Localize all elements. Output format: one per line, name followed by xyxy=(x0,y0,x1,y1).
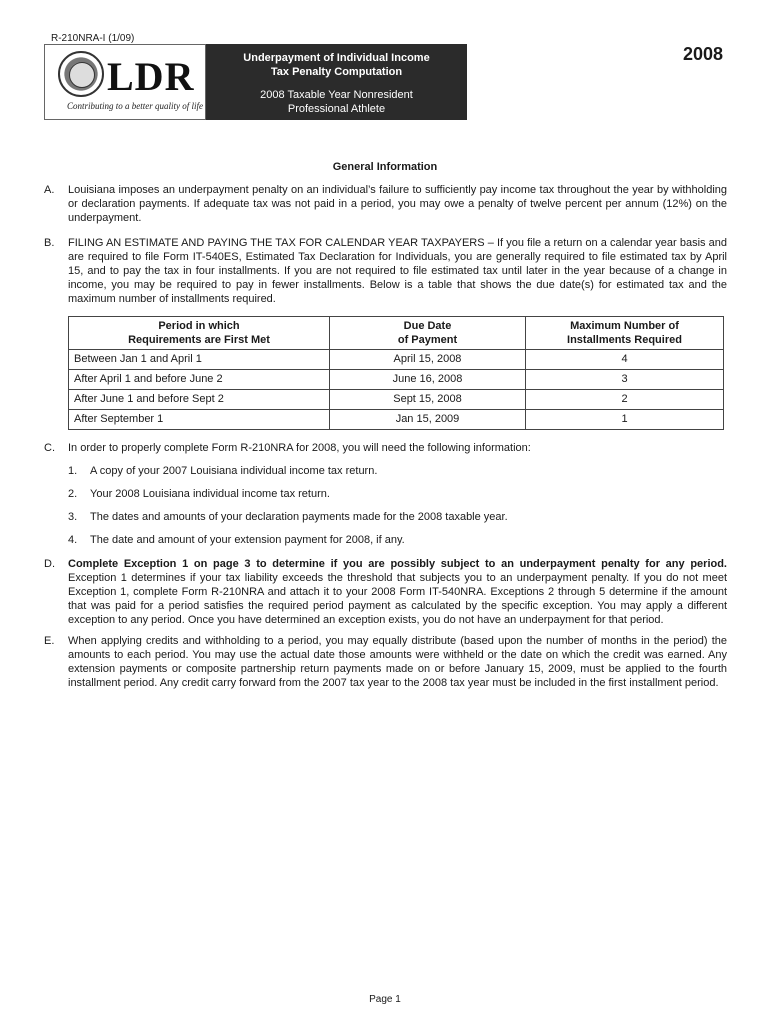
section-c-letter: C. xyxy=(44,442,55,454)
logo-tagline: Contributing to a better quality of life xyxy=(67,101,203,111)
form-subtitle-line1: 2008 Taxable Year Nonresident xyxy=(260,89,413,101)
period-cell: After June 1 and before Sept 2 xyxy=(69,390,330,410)
section-d-body-text: Exception 1 determines if your tax liability exceeds the threshold that subjects you to an underpayment penalty. If you do not meet Exception 1, complete Form R-210NRA and attach it to your 2008 Form IT-540NRA. Exceptions 2 through 5 determine if the amount that was paid for a period satisfies the required period payment as calculated by the specific exception. You may apply a different exception to any period. Once you have determined an exception exists, you do not have an underpayment for that period. xyxy=(68,572,727,626)
table-header-row xyxy=(69,317,724,350)
installment-table xyxy=(68,316,724,430)
col-header-period: Period in which Requirements are First Met xyxy=(69,317,330,350)
period-cell: After April 1 and before June 2 xyxy=(69,370,330,390)
col-header-installments: Maximum Number of Installments Required xyxy=(526,317,724,350)
table-row xyxy=(69,410,724,430)
due-date-cell: June 16, 2008 xyxy=(330,370,526,390)
form-id: R-210NRA-I (1/09) xyxy=(51,33,135,44)
section-d-bold-text: Complete Exception 1 on page 3 to determine if you are possibly subject to an underpayment penalty for any period. xyxy=(68,558,727,570)
installments-cell: 1 xyxy=(526,410,724,430)
list-item: 2. Your 2008 Louisiana individual income tax return. xyxy=(68,488,330,500)
installments-cell: 3 xyxy=(526,370,724,390)
section-e-letter: E. xyxy=(44,635,55,647)
installments-cell: 4 xyxy=(526,350,724,370)
form-title-line2: Tax Penalty Computation xyxy=(270,66,403,78)
state-seal-icon xyxy=(58,51,104,97)
list-item: 1. A copy of your 2007 Louisiana individual income tax return. xyxy=(68,465,378,477)
section-c-text: In order to properly complete Form R-210NRA for 2008, you will need the following information: xyxy=(68,442,531,454)
due-date-cell: Sept 15, 2008 xyxy=(330,390,526,410)
section-d-letter: D. xyxy=(44,558,55,570)
tax-year: 2008 xyxy=(683,44,724,64)
form-subtitle-line2: Professional Athlete xyxy=(287,103,386,115)
section-a-text: Louisiana imposes an underpayment penalty on an individual’s failure to sufficiently pay income tax throughout the year by withholding or declaration payments. If adequate tax was not paid in a period, you may owe a penalty of twelve percent per annum (12%) on the underpayment. xyxy=(68,184,727,224)
table-row xyxy=(69,370,724,390)
page-number: Page 1 xyxy=(369,994,401,1005)
list-item: 3. The dates and amounts of your declaration payments made for the 2008 taxable year. xyxy=(68,511,508,523)
logo-letters: LDR xyxy=(107,54,195,99)
ldr-logo xyxy=(44,44,206,120)
section-d-text xyxy=(68,557,727,627)
section-b-text: FILING AN ESTIMATE AND PAYING THE TAX FOR CALENDAR YEAR TAXPAYERS – If you file a return on a calendar year basis and are required to file Form IT-540ES, Estimated Tax Declaration for Individuals, you are generally required to file estimated tax by April 15, and to pay the tax in four installments. If you are not required to file estimated tax until later in the year because of a change in income, you may be required to pay in fewer installments. Below is a table that shows the due date(s) for estimated tax and the maximum number of installments required. xyxy=(68,237,727,305)
installments-cell: 2 xyxy=(526,390,724,410)
period-cell: Between Jan 1 and April 1 xyxy=(69,350,330,370)
due-date-cell: April 15, 2008 xyxy=(330,350,526,370)
form-title-line1: Underpayment of Individual Income xyxy=(243,52,430,64)
section-heading: General Information xyxy=(332,161,438,173)
section-a-letter: A. xyxy=(44,184,55,196)
table-row xyxy=(69,350,724,370)
period-cell: After September 1 xyxy=(69,410,330,430)
list-item: 4. The date and amount of your extension payment for 2008, if any. xyxy=(68,534,405,546)
col-header-due-date: Due Date of Payment xyxy=(330,317,526,350)
due-date-cell: Jan 15, 2009 xyxy=(330,410,526,430)
section-e-text: When applying credits and withholding to a period, you may equally distribute (based upon the number of months in the period) the amounts to each period. You may use the actual date those amounts were withheld or the date on which the credit was earned. Any extension payments or composite partnership return payments made on or before January 15, 2009, must be applied to the fourth installment period. Any credit carry forward from the 2007 tax year to the 2008 tax year must be included in the first installment period. xyxy=(68,635,727,689)
form-title-box xyxy=(206,44,467,120)
table-row xyxy=(69,390,724,410)
section-b-letter: B. xyxy=(44,237,55,249)
